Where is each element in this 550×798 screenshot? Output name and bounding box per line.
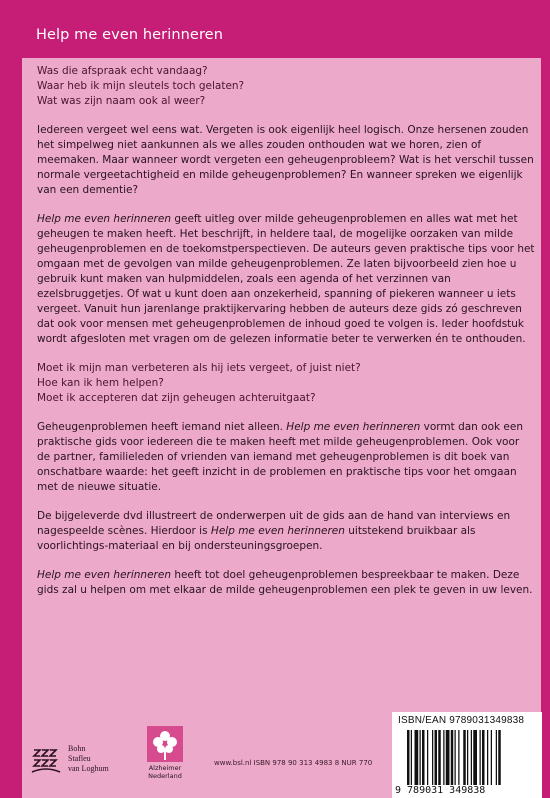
book-title-italic: Help me even herinneren (286, 421, 421, 433)
publisher-name: Bohn Stafleu van Loghum (68, 744, 109, 773)
questions-group-1 (37, 64, 535, 109)
question-line: Hoe kan ik hem helpen? (37, 377, 164, 389)
imprint-line: www.bsl.nl ISBN 978 90 313 4983 8 NUR 770 (214, 759, 373, 767)
audience-paragraph (37, 420, 535, 495)
book-title: Help me even herinneren (36, 27, 223, 43)
description-paragraph (37, 212, 535, 347)
questions-group-2 (37, 361, 535, 406)
book-title-italic: Help me even herinneren (37, 569, 171, 581)
book-title-italic: Help me even herinneren (37, 213, 171, 225)
paragraph-text: De bijgeleverde dvd illustreert de onderwerpen uit de gids aan de hand van interviews en nagespeelde scènes. Hierdoor is (37, 510, 511, 537)
alzheimer-name: Alzheimer Nederland (148, 764, 182, 780)
paragraph-text: geeft uitleg over milde geheugenproblemen en alles wat met het geheugen te maken heeft. Het beschrijft, in heldere taal, de mogelijke oorzaken van milde geheugenproblemen en de toekomstperspectieven. De auteurs geven praktische tips voor het omgaan met de gevolgen van milde geheugenproblemen. Ze laten bijvoorbeeld zien hoe u gebruik kunt maken van hulpmiddelen, zoals een agenda of het verzinnen van ezelsbruggetjes. Of wat u kunt doen aan onzekerheid, spanning of piekeren wanneer u iets vergeet. Vanuit hun jarenlange praktijkervaring hebben de auteurs deze gids zó geschreven dat ook voor mensen met geheugenproblemen de inhoud goed te volgen is. Ieder hoofdstuk wordt afgesloten met vragen om de gelezen informatie beter te verwerken én te onthouden. (37, 213, 535, 345)
bsl-logo-icon (30, 742, 62, 778)
intro-paragraph: Iedereen vergeet wel eens wat. Vergeten is ook eigenlijk heel logisch. Onze hersenen zouden het simpelweg niet aankunnen als we alles zouden onthouden wat we horen, zien of meemaken. Maar wanneer wordt vergeten een geheugenprobleem? Wat is het verschil tussen normale vergeetachtigheid en milde geheugenproblemen? En wanneer spreken we eigenlijk van een dementie? (37, 124, 534, 196)
question-line: Moet ik accepteren dat zijn geheugen achteruitgaat? (37, 392, 316, 404)
paragraph-text: vormt dan ook een praktische gids voor iedereen die te maken heeft met milde geheugenproblemen. Ook voor de partner, familieleden of vrienden van iemand met geheugenproblemen is dit boek van onschatbare waarde: het geeft inzicht in de problemen en praktische tips voor het omgaan met de nieuwe situatie. (37, 421, 524, 493)
isbn-label: ISBN/EAN 9789031349838 (398, 715, 525, 726)
barcode-digits: 9 789031 349838 (395, 785, 486, 796)
paragraph-text: Geheugenproblemen heeft iemand niet alleen. (37, 421, 287, 433)
blurb-content (37, 64, 535, 612)
alzheimer-nederland-logo (140, 724, 190, 780)
question-line: Was die afspraak echt vandaag? (37, 65, 208, 77)
paragraph-text: uitstekend bruikbaar als voorlichtings-materiaal en bij ondersteuningsgroepen. (37, 525, 476, 552)
paragraph-text: heeft tot doel geheugenproblemen bespreekbaar te maken. Deze gids zal u helpen om met elkaar de milde geheugenproblemen een plek te geven in uw leven. (37, 569, 533, 596)
dvd-paragraph (37, 509, 535, 554)
barcode-icon (407, 730, 535, 785)
flower-icon (145, 724, 185, 764)
goal-paragraph (37, 568, 535, 598)
question-line: Waar heb ik mijn sleutels toch gelaten? (37, 80, 245, 92)
question-line: Moet ik mijn man verbeteren als hij iets vergeet, of juist niet? (37, 362, 361, 374)
book-title-italic: Help me even herinneren (210, 525, 345, 537)
question-line: Wat was zijn naam ook al weer? (37, 95, 206, 107)
